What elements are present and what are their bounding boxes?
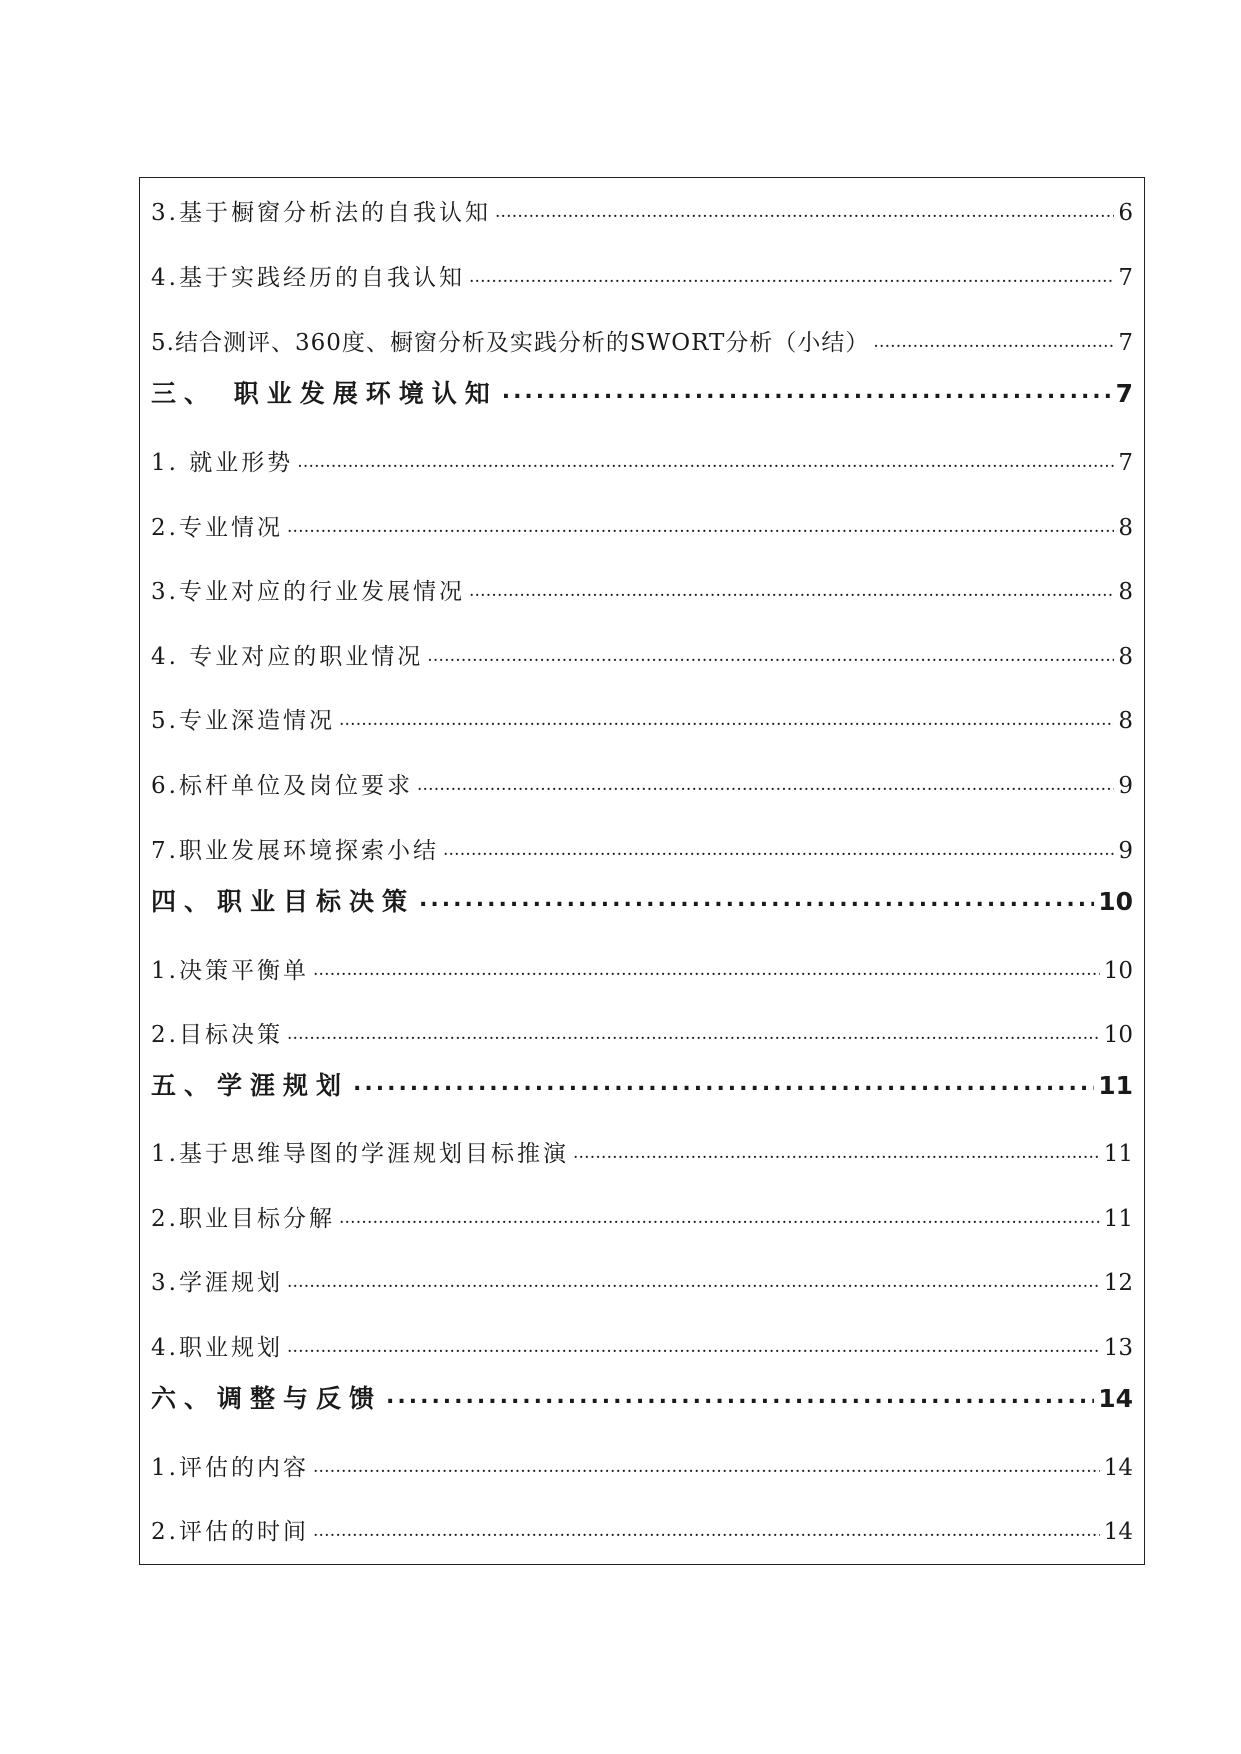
toc-dot-leader: [313, 955, 1100, 978]
toc-entry[interactable]: [151, 1513, 1133, 1546]
toc-entry[interactable]: [151, 638, 1133, 671]
toc-dot-leader: [339, 705, 1114, 728]
toc-entry[interactable]: [151, 767, 1133, 800]
toc-entry[interactable]: [151, 1329, 1133, 1362]
toc-page-number: 9: [1118, 838, 1133, 864]
toc-entry[interactable]: [151, 1135, 1133, 1168]
toc-entry-label: 1.评估的内容: [151, 1455, 309, 1481]
toc-entry-label: 1.决策平衡单: [151, 958, 309, 984]
toc-dot-leader: [287, 512, 1114, 535]
toc-entry[interactable]: [151, 1449, 1133, 1482]
toc-entry-label: 3.专业对应的行业发展情况: [151, 579, 465, 605]
toc-entry[interactable]: [151, 1016, 1133, 1049]
toc-entry-label: 2.专业情况: [151, 515, 283, 541]
toc-entry[interactable]: [151, 952, 1133, 985]
toc-chapter-label: 四、职业目标决策: [151, 887, 416, 916]
toc-entry-chapter[interactable]: [151, 882, 1133, 918]
toc-page-number: 10: [1103, 958, 1133, 984]
toc-entry[interactable]: [151, 194, 1133, 227]
toc-entry-label: 4. 专业对应的职业情况: [151, 644, 424, 670]
toc-dot-leader: [495, 197, 1114, 220]
toc-dot-leader: [427, 641, 1114, 664]
toc-entry[interactable]: [151, 573, 1133, 606]
toc-page-number: 10: [1103, 1022, 1133, 1048]
toc-dot-leader: [353, 1069, 1094, 1094]
toc-entry-label: 2.职业目标分解: [151, 1206, 335, 1232]
toc-entry-label: 2.目标决策: [151, 1022, 283, 1048]
toc-entry-label: 4.职业规划: [151, 1335, 283, 1361]
toc-dot-leader: [287, 1332, 1100, 1355]
toc-page-number: 11: [1098, 1071, 1133, 1100]
toc-dot-leader: [313, 1452, 1100, 1475]
toc-dot-leader: [313, 1516, 1100, 1539]
toc-page-number: 8: [1118, 579, 1133, 605]
toc-page-number: 11: [1103, 1141, 1133, 1167]
toc-entry-label: 7.职业发展环境探索小结: [151, 838, 439, 864]
toc-entry[interactable]: [151, 324, 1133, 357]
toc-page-number: 6: [1118, 200, 1133, 226]
toc-entry-chapter[interactable]: [151, 1379, 1133, 1415]
toc-entry[interactable]: [151, 1200, 1133, 1233]
toc-page-number: 7: [1118, 330, 1133, 356]
toc-dot-leader: [339, 1203, 1100, 1226]
toc-entry-label: 1. 就业形势: [151, 450, 294, 476]
toc-page-number: 7: [1118, 450, 1133, 476]
toc-chapter-label: 五、学涯规划: [151, 1071, 350, 1100]
toc-dot-leader: [469, 576, 1114, 599]
toc-dot-leader: [386, 1382, 1094, 1407]
toc-box: [139, 177, 1145, 1565]
toc-page-number: 9: [1118, 773, 1133, 799]
toc-dot-leader: [417, 770, 1114, 793]
toc-dot-leader: [287, 1267, 1100, 1290]
toc-page-number: 14: [1103, 1519, 1133, 1545]
toc-page-number: 10: [1098, 887, 1133, 916]
toc-entry[interactable]: [151, 702, 1133, 735]
toc-entry-label: 1.基于思维导图的学涯规划目标推演: [151, 1141, 569, 1167]
toc-dot-leader: [443, 835, 1114, 858]
toc-page-number: 14: [1103, 1455, 1133, 1481]
toc-entry[interactable]: [151, 259, 1133, 292]
toc-dot-leader: [502, 377, 1112, 402]
toc-dot-leader: [469, 262, 1114, 285]
toc-entry[interactable]: [151, 832, 1133, 865]
toc-dot-leader: [287, 1019, 1100, 1042]
toc-entry-label: 3.基于橱窗分析法的自我认知: [151, 200, 491, 226]
toc-entry-label: 4.基于实践经历的自我认知: [151, 265, 465, 291]
toc-page-number: 13: [1103, 1335, 1133, 1361]
toc-page-number: 12: [1103, 1270, 1133, 1296]
toc-page-number: 14: [1098, 1384, 1133, 1413]
toc-page-number: 7: [1118, 265, 1133, 291]
toc-entry-chapter[interactable]: [151, 1066, 1133, 1102]
toc-entry-label: 5.专业深造情况: [151, 708, 335, 734]
toc-entry-label: 2.评估的时间: [151, 1519, 309, 1545]
toc-chapter-label: 三、 职业发展环境认知: [151, 379, 498, 408]
toc-page-number: 11: [1103, 1206, 1133, 1232]
toc-dot-leader: [573, 1138, 1100, 1161]
toc-entry-label: 6.标杆单位及岗位要求: [151, 773, 413, 799]
toc-dot-leader: [297, 447, 1114, 470]
toc-entry[interactable]: [151, 1264, 1133, 1297]
toc-entry[interactable]: [151, 509, 1133, 542]
toc-entry-chapter[interactable]: [151, 374, 1133, 410]
toc-dot-leader: [873, 327, 1114, 350]
toc-dot-leader: [419, 885, 1094, 910]
toc-page-number: 8: [1118, 515, 1133, 541]
toc-entry[interactable]: [151, 444, 1133, 477]
toc-entry-label: 3.学涯规划: [151, 1270, 283, 1296]
toc-entry-label: 5.结合测评、360度、橱窗分析及实践分析的SWORT分析（小结）: [151, 330, 870, 356]
toc-chapter-label: 六、调整与反馈: [151, 1384, 383, 1413]
toc-page-number: 8: [1118, 708, 1133, 734]
toc-page-number: 7: [1115, 379, 1133, 408]
toc-page-number: 8: [1118, 644, 1133, 670]
